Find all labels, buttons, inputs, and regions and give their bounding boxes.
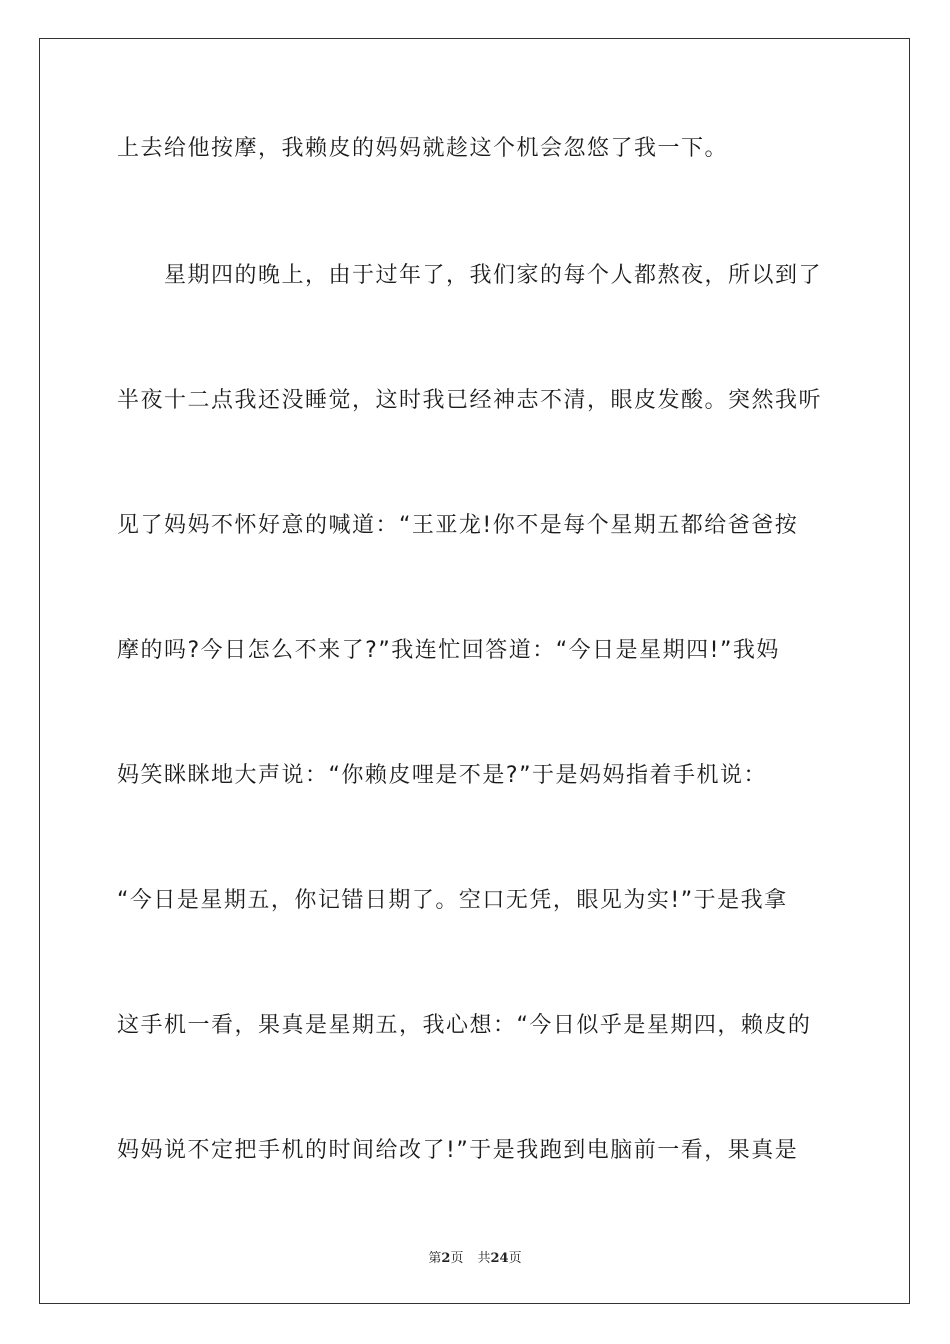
text-line-7: “今日是星期五，你记错日期了。空口无凭，眼见为实!”于是我拿 [117, 888, 788, 913]
text-line-6: 妈笑眯眯地大声说：“你赖皮哩是不是?”于是妈妈指着手机说： [117, 763, 767, 788]
text-line-2: 星期四的晚上，由于过年了，我们家的每个人都熬夜，所以到了 [164, 263, 823, 288]
text-line-4: 见了妈妈不怀好意的喊道：“王亚龙!你不是每个星期五都给爸爸按 [117, 513, 799, 538]
page-number: 2 [441, 1251, 451, 1266]
total-suffix: 页 [508, 1251, 522, 1266]
page-prefix: 第 [428, 1251, 442, 1266]
total-pages: 24 [490, 1251, 509, 1266]
text-line-9: 妈妈说不定把手机的时间给改了!”于是我跑到电脑前一看，果真是 [117, 1138, 799, 1163]
page-border [39, 38, 910, 1304]
text-line-5: 摩的吗?今日怎么不来了?”我连忙回答道：“今日是星期四!”我妈 [117, 638, 780, 663]
text-line-8: 这手机一看，果真是星期五，我心想：“今日似乎是星期四，赖皮的 [117, 1013, 812, 1038]
page-footer [0, 1247, 950, 1266]
text-line-1: 上去给他按摩，我赖皮的妈妈就趁这个机会忽悠了我一下。 [117, 136, 729, 161]
page-suffix: 页 [450, 1251, 464, 1266]
text-line-3: 半夜十二点我还没睡觉，这时我已经神志不清，眼皮发酸。突然我听 [117, 388, 823, 413]
total-prefix: 共 [477, 1251, 491, 1266]
